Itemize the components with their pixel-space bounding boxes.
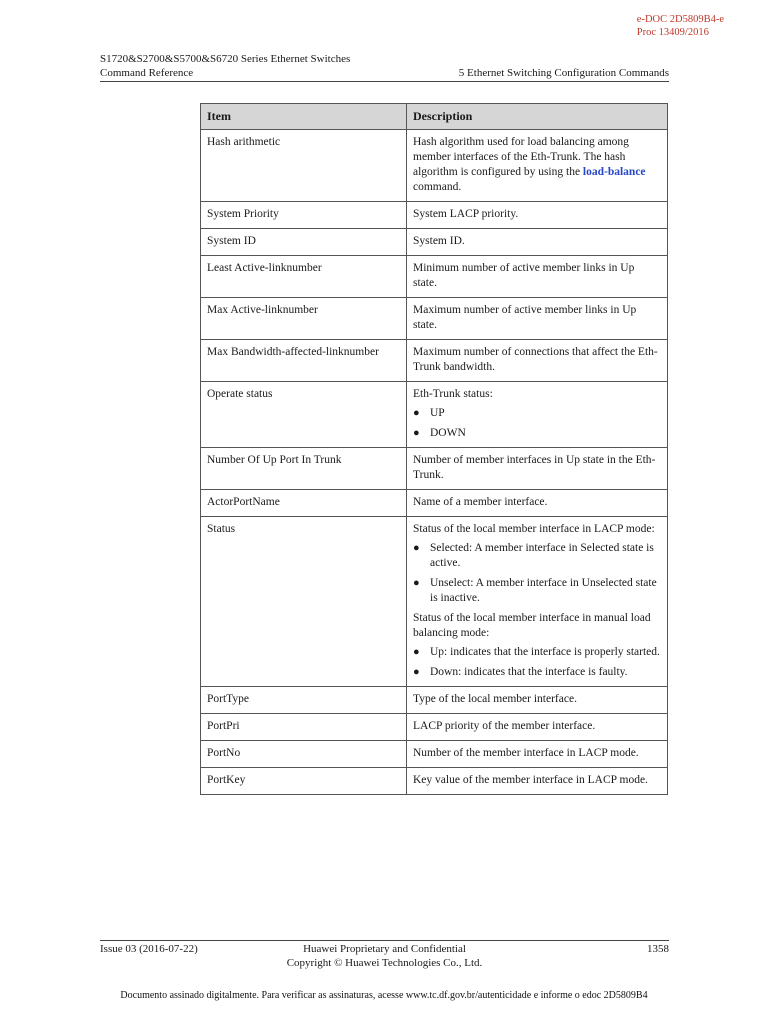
bullet-text: UP [430,407,445,419]
description-cell: System ID. [407,229,668,256]
table-row [201,229,668,256]
description-part: command. [413,181,462,193]
table-row [201,202,668,229]
description-cell: Maximum number of connections that affect the Eth-Trunk bandwidth. [407,340,668,382]
bullet-icon: ● [413,542,420,554]
item-cell: ActorPortName [201,490,407,517]
item-cell: PortKey [201,768,407,795]
description-part: Hash algorithm used for load balancing among member interfaces of the Eth-Trunk. The hash algorithm is configured by using the [413,136,629,178]
bullet-text: DOWN [430,427,466,439]
bullet-text: Unselect: A member interface in Unselected state is inactive. [430,577,657,604]
item-cell: Least Active-linknumber [201,256,407,298]
item-description-table [200,103,668,795]
bullet-item [413,576,661,606]
table-row [201,448,668,490]
column-header-description: Description [407,104,668,130]
table-row [201,382,668,448]
bullet-icon: ● [413,427,420,439]
bullet-icon: ● [413,577,420,589]
footer-confidential: Huawei Proprietary and Confidential [303,943,466,955]
bullet-item [413,541,661,571]
description-cell: System LACP priority. [407,202,668,229]
item-cell: Operate status [201,382,407,448]
bullet-list [413,541,661,606]
table-row [201,768,668,795]
stamp-line-1: e-DOC 2D5809B4-e [636,14,724,25]
edoc-stamp [637,13,724,39]
description-cell: Number of the member interface in LACP mode. [407,741,668,768]
bullet-item [413,645,661,660]
description-cell: Maximum number of active member links in Up state. [407,298,668,340]
bullet-icon: ● [413,407,420,419]
item-cell: Max Active-linknumber [201,298,407,340]
doc-subtitle: Command Reference [100,66,194,79]
item-cell: Max Bandwidth-affected-linknumber [201,340,407,382]
table-row [201,517,668,687]
page-header [100,53,669,82]
table-row [201,741,668,768]
page-footer [100,940,669,970]
table-row [201,714,668,741]
item-cell: System Priority [201,202,407,229]
table-row [201,687,668,714]
footer-copyright: Copyright © Huawei Technologies Co., Ltd. [286,956,483,969]
description-text [413,135,661,195]
description-cell [407,130,668,202]
bullet-text: Selected: A member interface in Selected state is active. [430,542,654,569]
column-header-item: Item [201,104,407,130]
item-cell: PortType [201,687,407,714]
item-cell: PortNo [201,741,407,768]
table-row [201,340,668,382]
description-cell: LACP priority of the member interface. [407,714,668,741]
bullet-text: Up: indicates that the interface is properly started. [430,646,660,658]
table-header-row [201,104,668,130]
bullet-item [413,426,661,441]
bullet-text: Down: indicates that the interface is faulty. [430,666,628,678]
table-row [201,490,668,517]
bullet-list [413,406,661,441]
bullet-item [413,406,661,421]
description-text: Status of the local member interface in manual load balancing mode: [413,612,651,639]
stamp-line-2: Proc 13409/2016 [636,27,709,38]
doc-title: S1720&S2700&S5700&S6720 Series Ethernet Switches [100,53,351,65]
description-cell: Number of member interfaces in Up state in the Eth-Trunk. [407,448,668,490]
chapter-title: 5 Ethernet Switching Configuration Commands [458,66,669,79]
description-cell: Key value of the member interface in LACP mode. [407,768,668,795]
bullet-icon: ● [413,666,420,678]
bullet-item [413,665,661,680]
item-cell: System ID [201,229,407,256]
issue-info: Issue 03 (2016-07-22) [100,943,198,955]
table-row [201,298,668,340]
signature-note: Documento assinado digitalmente. Para verificar as assinaturas, acesse www.tc.df.gov.br/autenticidade e informe o edoc 2D5809B4 [120,990,648,1001]
description-cell: Name of a member interface. [407,490,668,517]
item-cell: Number Of Up Port In Trunk [201,448,407,490]
description-cell [407,382,668,448]
description-cell: Minimum number of active member links in Up state. [407,256,668,298]
description-text: Status of the local member interface in LACP mode: [413,523,655,535]
description-cell: Type of the local member interface. [407,687,668,714]
page-number: 1358 [647,943,669,955]
bullet-icon: ● [413,646,420,658]
table-row [201,130,668,202]
item-cell: Hash arithmetic [201,130,407,202]
description-text: Eth-Trunk status: [413,388,493,400]
item-cell: PortPri [201,714,407,741]
bullet-list [413,645,661,680]
table-row [201,256,668,298]
item-cell: Status [201,517,407,687]
description-cell [407,517,668,687]
load-balance-link[interactable]: load-balance [582,166,646,178]
